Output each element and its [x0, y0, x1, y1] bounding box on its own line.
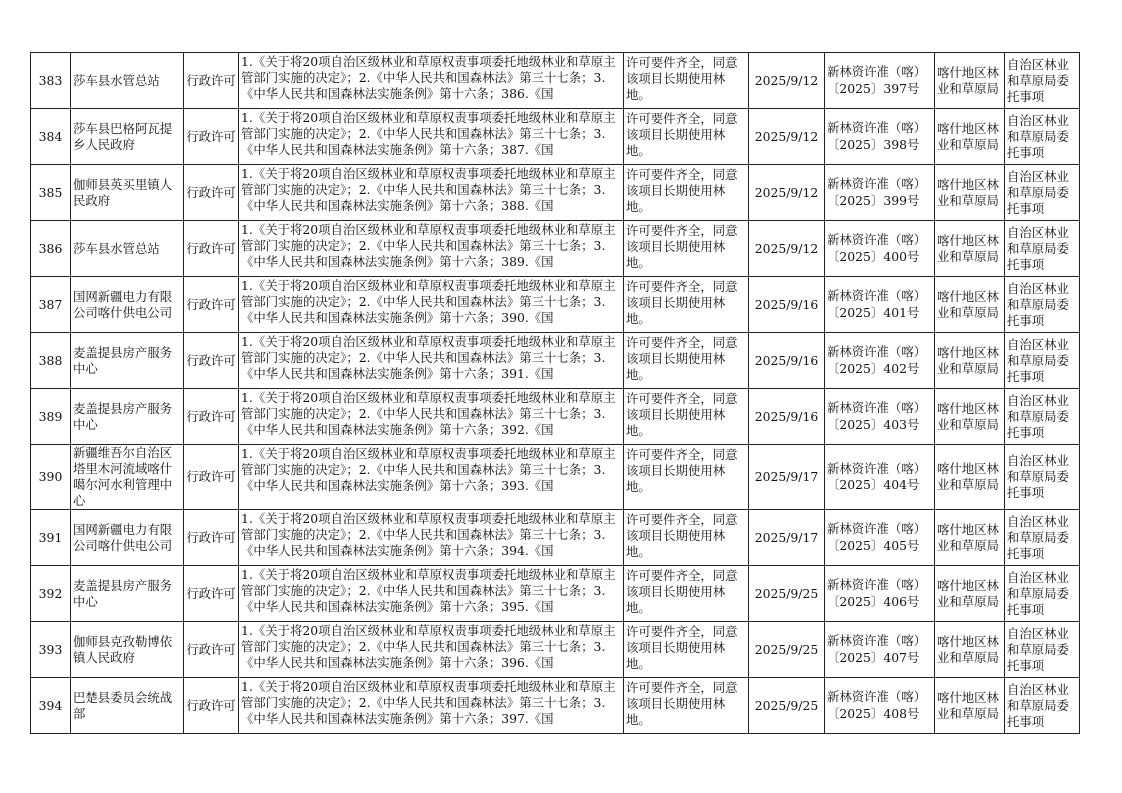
- decision-date: 2025/9/25: [749, 678, 825, 734]
- decision-result-cell: [624, 622, 749, 678]
- document-number-cell: [825, 510, 935, 566]
- permit-type: 行政许可: [184, 445, 239, 510]
- row-number: 383: [31, 53, 71, 109]
- remark: 自治区林业和草原局委托事项: [1005, 622, 1080, 678]
- applicant-name: 巴楚县委员会统战部: [71, 678, 184, 734]
- legal-basis-cell: [239, 333, 624, 389]
- legal-basis: 1.《关于将20项自治区级林业和草原权责事项委托地级林业和草原主管部门实施的决定》；2.《中华人民共和国森林法》第三十七条；3.《中华人民共和国森林法实施条例》第十六条；395.《国: [241, 567, 616, 614]
- document-number-cell: [825, 566, 935, 622]
- table-row: [31, 566, 1080, 622]
- document-number-cell: [825, 389, 935, 445]
- remark: 自治区林业和草原局委托事项: [1005, 566, 1080, 622]
- legal-basis: 1.《关于将20项自治区级林业和草原权责事项委托地级林业和草原主管部门实施的决定》；2.《中华人民共和国森林法》第三十七条；3.《中华人民共和国森林法实施条例》第十六条；397.《国: [241, 679, 616, 726]
- document-number: 新林资许准（喀）〔2025〕400号: [827, 232, 927, 264]
- decision-result-cell: [624, 445, 749, 510]
- applicant-name: 新疆维吾尔自治区塔里木河流域喀什噶尔河水利管理中心: [71, 445, 184, 510]
- legal-basis: 1.《关于将20项自治区级林业和草原权责事项委托地级林业和草原主管部门实施的决定》；2.《中华人民共和国森林法》第三十七条；3.《中华人民共和国森林法实施条例》第十六条；386.《国: [241, 54, 616, 101]
- legal-basis-cell: [239, 221, 624, 277]
- table-row: [31, 165, 1080, 221]
- row-number: 385: [31, 165, 71, 221]
- legal-basis-cell: [239, 389, 624, 445]
- decision-result-cell: [624, 389, 749, 445]
- legal-basis: 1.《关于将20项自治区级林业和草原权责事项委托地级林业和草原主管部门实施的决定》；2.《中华人民共和国森林法》第三十七条；3.《中华人民共和国森林法实施条例》第十六条；392.《国: [241, 390, 616, 437]
- document-number: 新林资许准（喀）〔2025〕398号: [827, 120, 927, 152]
- decision-result: 许可要件齐全，同意该项目长期使用林地。: [626, 223, 738, 270]
- row-number: 388: [31, 333, 71, 389]
- row-number: 391: [31, 510, 71, 566]
- remark: 自治区林业和草原局委托事项: [1005, 333, 1080, 389]
- legal-basis-cell: [239, 445, 624, 510]
- row-number: 386: [31, 221, 71, 277]
- decision-date: 2025/9/16: [749, 277, 825, 333]
- document-number-cell: [825, 622, 935, 678]
- decision-result: 许可要件齐全，同意该项目长期使用林地。: [626, 624, 738, 671]
- document-number: 新林资许准（喀）〔2025〕397号: [827, 64, 927, 96]
- permit-type: 行政许可: [184, 221, 239, 277]
- table-row: [31, 221, 1080, 277]
- issuing-authority: 喀什地区林业和草原局: [935, 277, 1005, 333]
- row-number: 392: [31, 566, 71, 622]
- issuing-authority: 喀什地区林业和草原局: [935, 622, 1005, 678]
- permit-type: 行政许可: [184, 109, 239, 165]
- legal-basis-cell: [239, 566, 624, 622]
- document-number-cell: [825, 333, 935, 389]
- legal-basis: 1.《关于将20项自治区级林业和草原权责事项委托地级林业和草原主管部门实施的决定》；2.《中华人民共和国森林法》第三十七条；3.《中华人民共和国森林法实施条例》第十六条；394.《国: [241, 511, 616, 558]
- decision-result-cell: [624, 566, 749, 622]
- decision-result: 许可要件齐全，同意该项目长期使用林地。: [626, 167, 738, 214]
- decision-result: 许可要件齐全，同意该项目长期使用林地。: [626, 279, 738, 326]
- applicant-name: 麦盖提县房产服务中心: [71, 389, 184, 445]
- legal-basis: 1.《关于将20项自治区级林业和草原权责事项委托地级林业和草原主管部门实施的决定》；2.《中华人民共和国森林法》第三十七条；3.《中华人民共和国森林法实施条例》第十六条；393.《国: [241, 446, 616, 493]
- decision-result-cell: [624, 277, 749, 333]
- decision-result-cell: [624, 165, 749, 221]
- document-number-cell: [825, 678, 935, 734]
- issuing-authority: 喀什地区林业和草原局: [935, 566, 1005, 622]
- remark: 自治区林业和草原局委托事项: [1005, 510, 1080, 566]
- decision-result-cell: [624, 109, 749, 165]
- legal-basis-cell: [239, 678, 624, 734]
- issuing-authority: 喀什地区林业和草原局: [935, 165, 1005, 221]
- decision-date: 2025/9/12: [749, 109, 825, 165]
- document-number: 新林资许准（喀）〔2025〕404号: [827, 460, 927, 492]
- legal-basis: 1.《关于将20项自治区级林业和草原权责事项委托地级林业和草原主管部门实施的决定》；2.《中华人民共和国森林法》第三十七条；3.《中华人民共和国森林法实施条例》第十六条；388.《国: [241, 166, 616, 213]
- decision-date: 2025/9/25: [749, 566, 825, 622]
- decision-date: 2025/9/25: [749, 622, 825, 678]
- issuing-authority: 喀什地区林业和草原局: [935, 333, 1005, 389]
- remark: 自治区林业和草原局委托事项: [1005, 165, 1080, 221]
- applicant-name: 莎车县水管总站: [71, 221, 184, 277]
- remark: 自治区林业和草原局委托事项: [1005, 221, 1080, 277]
- permit-type: 行政许可: [184, 389, 239, 445]
- row-number: 393: [31, 622, 71, 678]
- permit-type: 行政许可: [184, 53, 239, 109]
- table-row: [31, 109, 1080, 165]
- table-row: [31, 333, 1080, 389]
- applicant-name: 麦盖提县房产服务中心: [71, 333, 184, 389]
- document-number-cell: [825, 445, 935, 510]
- row-number: 384: [31, 109, 71, 165]
- issuing-authority: 喀什地区林业和草原局: [935, 445, 1005, 510]
- decision-result: 许可要件齐全，同意该项目长期使用林地。: [626, 680, 738, 727]
- legal-basis-cell: [239, 109, 624, 165]
- decision-result-cell: [624, 333, 749, 389]
- decision-result: 许可要件齐全，同意该项目长期使用林地。: [626, 512, 738, 559]
- decision-result: 许可要件齐全，同意该项目长期使用林地。: [626, 111, 738, 158]
- decision-result: 许可要件齐全，同意该项目长期使用林地。: [626, 568, 738, 615]
- decision-result-cell: [624, 53, 749, 109]
- applicant-name: 莎车县水管总站: [71, 53, 184, 109]
- document-number-cell: [825, 277, 935, 333]
- remark: 自治区林业和草原局委托事项: [1005, 109, 1080, 165]
- issuing-authority: 喀什地区林业和草原局: [935, 109, 1005, 165]
- applicant-name: 麦盖提县房产服务中心: [71, 566, 184, 622]
- remark: 自治区林业和草原局委托事项: [1005, 277, 1080, 333]
- legal-basis-cell: [239, 165, 624, 221]
- document-number: 新林资许准（喀）〔2025〕401号: [827, 288, 927, 320]
- applicant-name: 莎车县巴格阿瓦提乡人民政府: [71, 109, 184, 165]
- issuing-authority: 喀什地区林业和草原局: [935, 678, 1005, 734]
- document-number-cell: [825, 53, 935, 109]
- table-body: [31, 53, 1080, 734]
- legal-basis: 1.《关于将20项自治区级林业和草原权责事项委托地级林业和草原主管部门实施的决定》；2.《中华人民共和国森林法》第三十七条；3.《中华人民共和国森林法实施条例》第十六条；396.《国: [241, 623, 616, 670]
- document-number: 新林资许准（喀）〔2025〕399号: [827, 176, 927, 208]
- document-number-cell: [825, 221, 935, 277]
- remark: 自治区林业和草原局委托事项: [1005, 53, 1080, 109]
- permit-type: 行政许可: [184, 622, 239, 678]
- legal-basis: 1.《关于将20项自治区级林业和草原权责事项委托地级林业和草原主管部门实施的决定》；2.《中华人民共和国森林法》第三十七条；3.《中华人民共和国森林法实施条例》第十六条；389.《国: [241, 222, 616, 269]
- table-row: [31, 53, 1080, 109]
- legal-basis-cell: [239, 510, 624, 566]
- permit-type: 行政许可: [184, 165, 239, 221]
- decision-date: 2025/9/12: [749, 165, 825, 221]
- decision-date: 2025/9/17: [749, 445, 825, 510]
- row-number: 387: [31, 277, 71, 333]
- table-row: [31, 510, 1080, 566]
- decision-result-cell: [624, 221, 749, 277]
- permit-table: [30, 52, 1080, 734]
- table-row: [31, 389, 1080, 445]
- table-row: [31, 678, 1080, 734]
- row-number: 390: [31, 445, 71, 510]
- remark: 自治区林业和草原局委托事项: [1005, 389, 1080, 445]
- issuing-authority: 喀什地区林业和草原局: [935, 389, 1005, 445]
- issuing-authority: 喀什地区林业和草原局: [935, 53, 1005, 109]
- applicant-name: 伽师县克孜勒博依镇人民政府: [71, 622, 184, 678]
- permit-type: 行政许可: [184, 678, 239, 734]
- table-row: [31, 622, 1080, 678]
- permit-type: 行政许可: [184, 277, 239, 333]
- decision-result: 许可要件齐全，同意该项目长期使用林地。: [626, 447, 738, 494]
- legal-basis: 1.《关于将20项自治区级林业和草原权责事项委托地级林业和草原主管部门实施的决定》；2.《中华人民共和国森林法》第三十七条；3.《中华人民共和国森林法实施条例》第十六条；390.《国: [241, 278, 616, 325]
- decision-date: 2025/9/16: [749, 389, 825, 445]
- document-number-cell: [825, 109, 935, 165]
- document-number: 新林资许准（喀）〔2025〕402号: [827, 344, 927, 376]
- table-row: [31, 277, 1080, 333]
- permit-type: 行政许可: [184, 510, 239, 566]
- document-number: 新林资许准（喀）〔2025〕405号: [827, 521, 927, 553]
- legal-basis-cell: [239, 53, 624, 109]
- applicant-name: 国网新疆电力有限公司喀什供电公司: [71, 510, 184, 566]
- row-number: 394: [31, 678, 71, 734]
- legal-basis-cell: [239, 277, 624, 333]
- legal-basis: 1.《关于将20项自治区级林业和草原权责事项委托地级林业和草原主管部门实施的决定》；2.《中华人民共和国森林法》第三十七条；3.《中华人民共和国森林法实施条例》第十六条；391.《国: [241, 334, 616, 381]
- decision-result: 许可要件齐全，同意该项目长期使用林地。: [626, 55, 738, 102]
- document-number: 新林资许准（喀）〔2025〕403号: [827, 400, 927, 432]
- decision-result: 许可要件齐全，同意该项目长期使用林地。: [626, 335, 738, 382]
- issuing-authority: 喀什地区林业和草原局: [935, 221, 1005, 277]
- applicant-name: 国网新疆电力有限公司喀什供电公司: [71, 277, 184, 333]
- decision-date: 2025/9/12: [749, 53, 825, 109]
- decision-date: 2025/9/16: [749, 333, 825, 389]
- applicant-name: 伽师县英买里镇人民政府: [71, 165, 184, 221]
- table-row: [31, 445, 1080, 510]
- legal-basis-cell: [239, 622, 624, 678]
- issuing-authority: 喀什地区林业和草原局: [935, 510, 1005, 566]
- permit-type: 行政许可: [184, 566, 239, 622]
- document-number: 新林资许准（喀）〔2025〕407号: [827, 633, 927, 665]
- decision-result: 许可要件齐全，同意该项目长期使用林地。: [626, 391, 738, 438]
- decision-result-cell: [624, 678, 749, 734]
- legal-basis: 1.《关于将20项自治区级林业和草原权责事项委托地级林业和草原主管部门实施的决定》；2.《中华人民共和国森林法》第三十七条；3.《中华人民共和国森林法实施条例》第十六条；387.《国: [241, 110, 616, 157]
- document-number: 新林资许准（喀）〔2025〕408号: [827, 689, 927, 721]
- permit-type: 行政许可: [184, 333, 239, 389]
- remark: 自治区林业和草原局委托事项: [1005, 678, 1080, 734]
- decision-result-cell: [624, 510, 749, 566]
- document-number: 新林资许准（喀）〔2025〕406号: [827, 577, 927, 609]
- decision-date: 2025/9/17: [749, 510, 825, 566]
- decision-date: 2025/9/12: [749, 221, 825, 277]
- document-number-cell: [825, 165, 935, 221]
- remark: 自治区林业和草原局委托事项: [1005, 445, 1080, 510]
- row-number: 389: [31, 389, 71, 445]
